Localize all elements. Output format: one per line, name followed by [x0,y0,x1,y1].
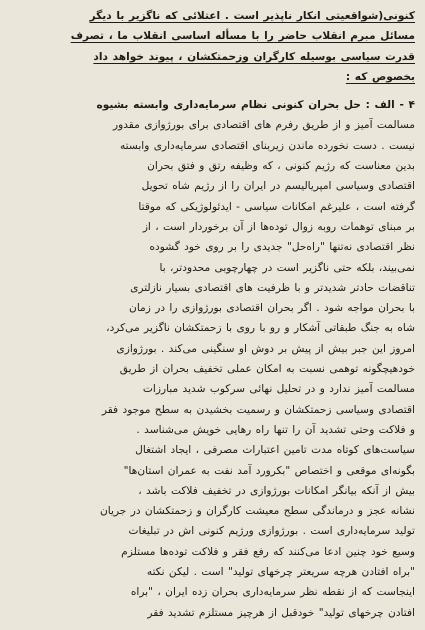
body-line: بدین معناست که رژیم کنونی ، که وظیفه رتق و فتق بحران [147,160,415,173]
body-line: افتادن چرخهای تولید" خودقبل از هرچیز مستلزم تشدید فقر [147,606,415,619]
intro-line: کنونی(شواقعیتی انکار ناپذیر است . اعتلائی که ناگزیر با دیگر [89,10,415,22]
body-line: بیش از آنکه بیانگر امکانات بورژوازی در تخفیف فلاکت باشد ، [138,484,415,497]
body-line: نشانه عجز و درماندگی سطح معیشت کارگران و زحمتکشان در جریان [100,505,415,518]
body-line: نیست . دست نخورده ماندن زیربنای اقتصادی سرمایه‌داری وابسته [120,139,415,152]
body-line: نظر اقتصادی نه‌تنها "راه‌حل" جدیدی را بر روی خود گشوده [149,241,415,254]
body-line: اقتصادی وسیاسی زحمتکشان و رسمیت بخشیدن به سطح موجود فقر [101,403,415,416]
body-line: تناقضات حادتر شدیدتر و با ظرفیت های اقتصادی بسیار نازلتری [130,281,415,294]
body-line: و فلاکت وحتی تشدید آن را تنها راه رهایی خویش می‌شناسد . [136,423,415,436]
body-line: اقتصادی وسیاسی امپریالیسم در ایران را از رژیم شاه تحویل [141,180,415,193]
body-line: سیاست‌های کوتاه مدت تامین اعتبارات مصرفی ، ایجاد اشتغال [135,444,415,457]
body-line: خودهیچگونه توهمی نسبت به امکان عملی تخفیف بحران از طریق [119,363,415,376]
intro-line: مسائل مبرم انقلاب حاضر را با مسأله اساسی انقلاب ما ، تصرف [70,30,415,43]
body-line: مسالمت آمیز و از طریق رفرم های اقتصادی برای بورژوازی مقدور [113,119,415,132]
intro-line: بخصوص که : [345,70,415,83]
body-line: "براه افتادن هرچه سریعتر چرخهای تولید" است . لیکن نکته [146,566,415,579]
body-line: اینجاست که از نقطه نظر سرمایه‌داری بحران زده ایران ، "براه [130,586,415,599]
paragraph-gap [10,87,415,95]
body-line: شاه به جنگ طبقاتی آشکار و رو با روی با زحمتکشان ناگزیر می‌کرد، [106,322,415,335]
body-line: با بحران مواجه شود . اگر بحران اقتصادی بورژوازی را در زمان [129,302,415,315]
body-line: تولید سرمایه‌داری است . بورژوازی ورژیم کنونی اش در تبلیغات [128,525,415,538]
body-line: بر مبنای توهمات روبه زوال توده‌ها از آن برخوردار است ، از [142,220,415,233]
body-line: امروز این جبر بیش از پیش بر دوش او سنگینی می‌کند . بورژوازی [116,342,415,355]
body-line: بگونه‌ای موقعی و اختصاص "بکرورد آمد نفت به عمران استان‌ها" [123,464,415,477]
body-line: مسالمت آمیز ندارد و در تحلیل نهائی سرکوب شدید مبارزات [142,383,415,396]
body-line: گرفته است ، علیرغم امکانات سیاسی - ایدئولوژیکی که موقتا [138,200,415,213]
body-line: وسیع خود چنین ادعا می‌کنند که رفع فقر و فلاکت توده‌ها مستلزم [121,545,415,558]
body-line: ۴ - الف : حل بحران کنونی نظام سرمایه‌داری وابسته بشیوه [96,99,415,112]
body-line: نمی‌بیند، بلکه حتی ناگزیر است در چهارچوبی محدودتر، با [159,261,415,274]
intro-line: قدرت سیاسی بوسیله کارگران وزحمتکشان ، پیوند خواهد داد [93,50,415,63]
intro-paragraph [10,6,415,87]
body-paragraph [10,95,415,623]
